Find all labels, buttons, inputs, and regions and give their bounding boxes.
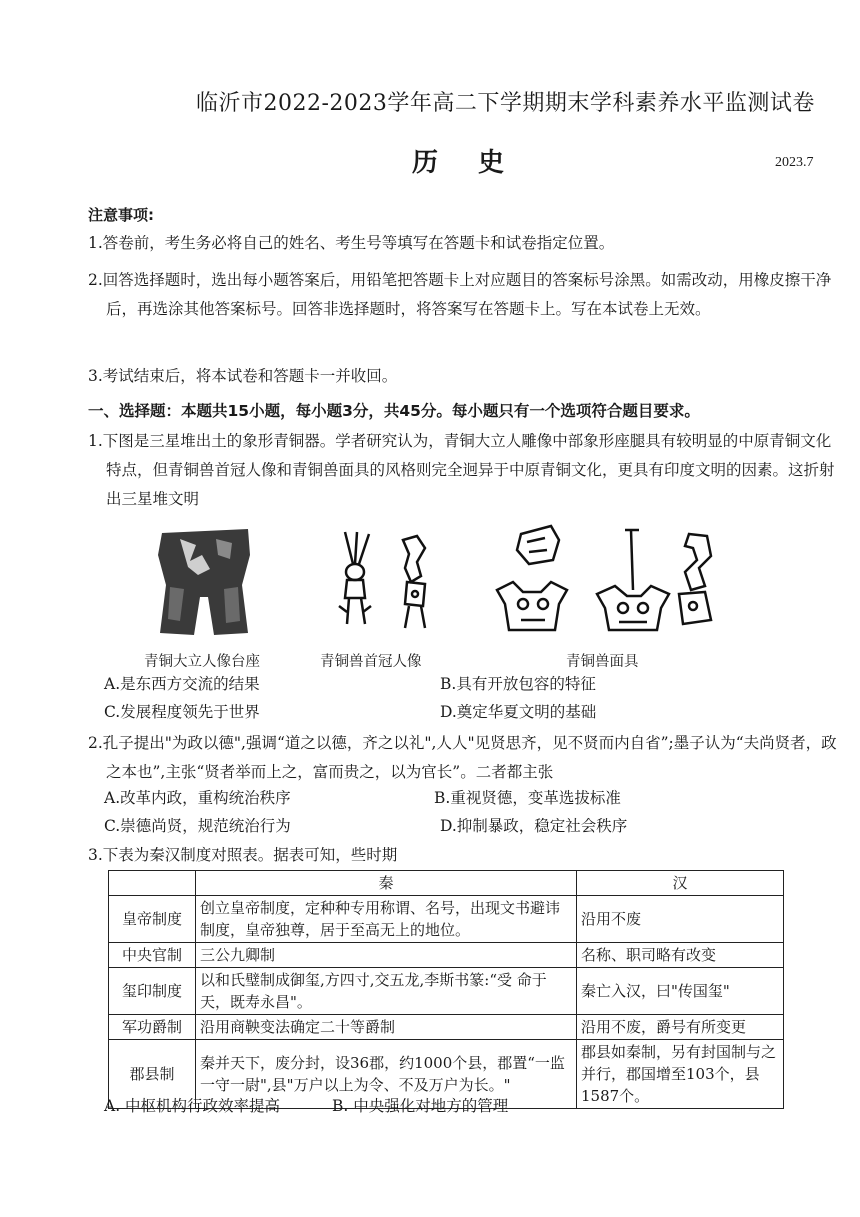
table-cell: 三公九卿制 bbox=[196, 943, 577, 968]
q3-option-b: B. 中央强化对地方的管理 bbox=[332, 1097, 509, 1115]
table-row bbox=[109, 1015, 784, 1040]
q1-option-a: A.是东西方交流的结果 bbox=[104, 675, 260, 693]
q1-stem: 1.下图是三星堆出土的象形青铜器。学者研究认为，青铜大立人雕像中部象形座腿具有较明显的中原青铜文化特点，但青铜兽首冠人像和青铜兽面具的风格则完全迥异于中原青铜文化，更具有印度文明的因素。这折射出三星堆文明 bbox=[88, 432, 835, 508]
table-cell: 军功爵制 bbox=[109, 1015, 196, 1040]
table-cell: 沿用不废 bbox=[577, 896, 784, 943]
bronze-masks-image bbox=[493, 520, 728, 640]
table-cell: 皇帝制度 bbox=[109, 896, 196, 943]
subject-title: 历史 bbox=[412, 148, 545, 178]
q3-stem: 3.下表为秦汉制度对照表。据表可知，些时期 bbox=[88, 846, 398, 864]
caption-masks: 青铜兽面具 bbox=[566, 654, 639, 670]
exam-date: 2023.7 bbox=[775, 155, 814, 170]
table-cell: 名称、职司略有改变 bbox=[577, 943, 784, 968]
q1-option-d: D.奠定华夏文明的基础 bbox=[440, 703, 597, 721]
table-cell: 郡县制 bbox=[109, 1040, 196, 1109]
q3-option-a: A. 中枢机构行政效率提高 bbox=[104, 1097, 281, 1115]
exam-title: 临沂市2022-2023学年高二下学期期末学科素养水平监测试卷 bbox=[196, 91, 815, 116]
table-cell: 以和氏璧制成御玺,方四寸,交五龙,李斯书篆:“受 命于天，既寿永昌"。 bbox=[196, 968, 577, 1015]
caption-crowned-figure: 青铜兽首冠人像 bbox=[320, 654, 422, 670]
q2-option-a: A.改革内政，重构统治秩序 bbox=[104, 789, 291, 807]
note-item-1: 1.答卷前，考生务必将自己的姓名、考生号等填写在答题卡和试卷指定位置。 bbox=[88, 234, 615, 252]
beast-head-crowned-figure-image bbox=[325, 528, 445, 638]
q2-option-d: D.抑制暴政，稳定社会秩序 bbox=[440, 817, 628, 835]
table-cell: 中央官制 bbox=[109, 943, 196, 968]
table-cell: 郡县如秦制，另有封国制与之并行，郡国增至103个，县1587个。 bbox=[577, 1040, 784, 1109]
q2-option-c: C.崇德尚贤，规范统治行为 bbox=[104, 817, 291, 835]
table-row bbox=[109, 968, 784, 1015]
table-cell: 沿用商鞅变法确定二十等爵制 bbox=[196, 1015, 577, 1040]
notes-heading: 注意事项: bbox=[88, 206, 154, 224]
table-row bbox=[109, 943, 784, 968]
qin-han-system-table bbox=[108, 870, 784, 1109]
table-header-cell: 秦 bbox=[196, 871, 577, 896]
q1-option-c: C.发展程度领先于世界 bbox=[104, 703, 260, 721]
q2-option-b: B.重视贤德，变革选拔标准 bbox=[434, 789, 621, 807]
section-heading: 一、选择题：本题共15小题，每小题3分，共45分。每小题只有一个选项符合题目要求。 bbox=[88, 402, 700, 420]
table-cell: 秦亡入汉，曰"传国玺" bbox=[577, 968, 784, 1015]
table-row bbox=[109, 896, 784, 943]
note-item-2: 2.回答选择题时，选出每小题答案后，用铅笔把答题卡上对应题目的答案标号涂黑。如需改动，用橡皮擦干净后，再选涂其他答案标号。回答非选择题时，将答案写在答题卡上。写在本试卷上无效。 bbox=[88, 271, 832, 318]
table-cell: 秦并天下，废分封，设36郡，约1000个县，郡置“一监一守一尉",县"万户以上为令、不及万户为长。" bbox=[196, 1040, 577, 1109]
table-header-cell bbox=[109, 871, 196, 896]
table-cell: 创立皇帝制度，定种种专用称谓、名号，出现文书避讳制度，皇帝独尊，居于至高无上的地位。 bbox=[196, 896, 577, 943]
bronze-pedestal-image bbox=[150, 525, 260, 640]
note-item-3: 3.考试结束后，将本试卷和答题卡一并收回。 bbox=[88, 367, 398, 385]
table-header-row bbox=[109, 871, 784, 896]
q1-option-b: B.具有开放包容的特征 bbox=[440, 675, 596, 693]
table-cell: 沿用不废，爵号有所变更 bbox=[577, 1015, 784, 1040]
q2-stem: 2.孔子提出"为政以德",强调“道之以德，齐之以礼",人人"见贤思齐，见不贤而内自省”;墨子认为“夫尚贤者，政之本也”,主张“贤者举而上之，富而贵之，以为官长”。二者都主张 bbox=[88, 734, 837, 781]
table-cell: 玺印制度 bbox=[109, 968, 196, 1015]
caption-pedestal: 青铜大立人像台座 bbox=[144, 654, 260, 670]
table-header-cell: 汉 bbox=[577, 871, 784, 896]
